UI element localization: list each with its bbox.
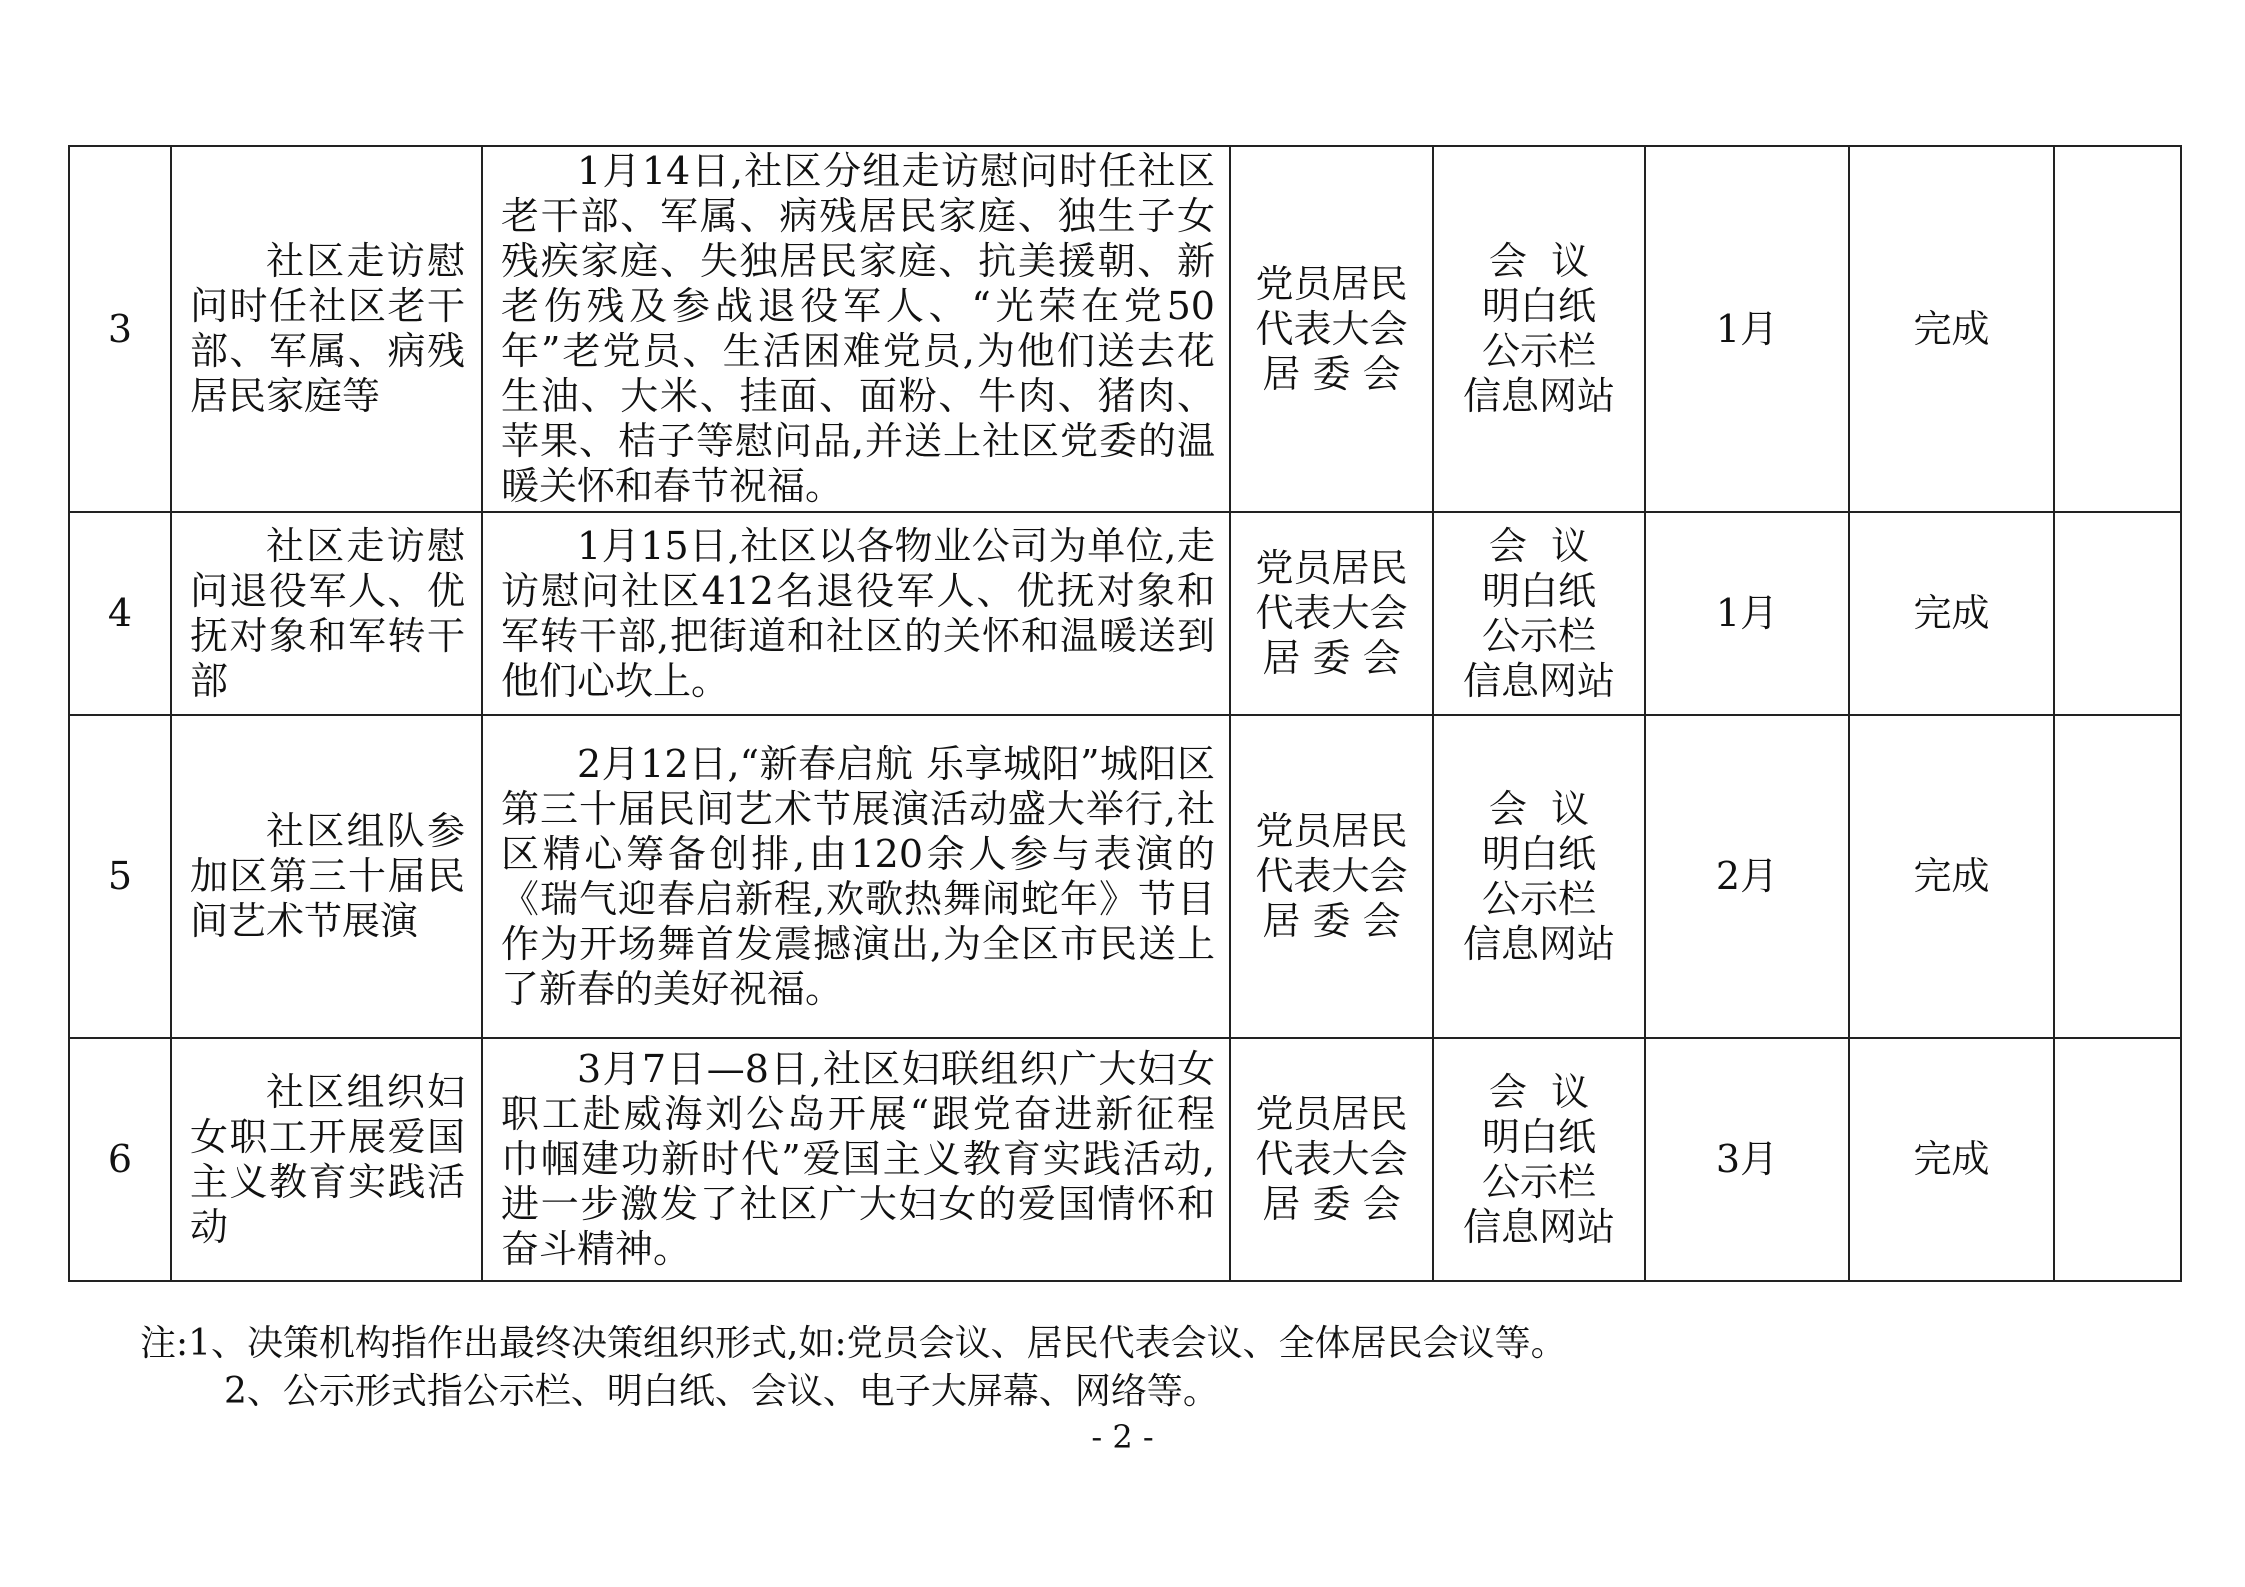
form-line: 公示栏: [1481, 1159, 1596, 1204]
form-line: 会 议: [1488, 239, 1590, 283]
remark-cell: [2054, 715, 2181, 1038]
form-line: 明白纸: [1481, 284, 1596, 328]
table-row: [69, 1038, 2181, 1281]
time-cell: 2月: [1645, 715, 1849, 1038]
row-number: 4: [69, 512, 171, 715]
item-text: 社区组队参加区第三十届民间艺术节展演: [190, 809, 465, 943]
content-text: 1月14日,社区分组走访慰问时任社区老干部、军属、病残居民家庭、独生子女残疾家庭、失独居民家庭、抗美援朝、新老伤残及参战退役军人、“光荣在党50年”老党员、生活困难党员,为他们送去花生油、大米、挂面、面粉、牛肉、猪肉、苹果、桔子等慰问品,并送上社区党委的温暖关怀和春节祝福。: [501, 149, 1215, 508]
content-text: 2月12日,“新春启航 乐享城阳”城阳区第三十届民间艺术节展演活动盛大举行,社区精心筹备创排,由120余人参与表演的《瑞气迎春启新程,欢歌热舞闹蛇年》节目作为开场舞首发震撼演出,为全区市民送上了新春的美好祝福。: [501, 741, 1215, 1011]
form-line: 公示栏: [1481, 613, 1596, 658]
publicity-form-cell: [1433, 512, 1645, 715]
content-cell: [482, 715, 1230, 1038]
time-cell: 1月: [1645, 146, 1849, 512]
table-row: [69, 715, 2181, 1038]
time-cell: 1月: [1645, 512, 1849, 715]
form-line: 信息网站: [1462, 374, 1615, 418]
org-line: 代表大会: [1255, 591, 1408, 635]
note-line-1: 注:1、决策机构指作出最终决策组织形式,如:党员会议、居民代表会议、全体居民会议等。: [140, 1323, 1567, 1364]
org-line: 居 委 会: [1262, 1182, 1401, 1226]
item-text: 社区走访慰问退役军人、优抚对象和军转干部: [190, 523, 465, 703]
org-line: 居 委 会: [1262, 636, 1401, 680]
decision-org-cell: [1230, 1038, 1433, 1281]
form-line: 信息网站: [1462, 921, 1615, 966]
content-text: 3月7日—8日,社区妇联组织广大妇女职工赴威海刘公岛开展“跟党奋进新征程 巾帼建功新时代”爱国主义教育实践活动,进一步激发了社区广大妇女的爱国情怀和奋斗精神。: [501, 1047, 1215, 1271]
form-line: 会 议: [1488, 786, 1590, 831]
remark-cell: [2054, 1038, 2181, 1281]
item-text: 社区走访慰问时任社区老干部、军属、病残居民家庭等: [190, 239, 465, 418]
decision-org-cell: [1230, 146, 1433, 512]
content-cell: [482, 146, 1230, 512]
work-record-table: [68, 145, 2182, 1282]
form-line: 明白纸: [1481, 831, 1596, 876]
form-line: 明白纸: [1481, 1114, 1596, 1159]
publicity-form-cell: [1433, 715, 1645, 1038]
org-line: 代表大会: [1255, 306, 1408, 351]
status-cell: 完成: [1849, 146, 2054, 512]
item-cell: [171, 715, 482, 1038]
item-cell: [171, 512, 482, 715]
page-number: - 2 -: [1091, 1418, 1154, 1456]
status-cell: 完成: [1849, 1038, 2054, 1281]
org-line: 党员居民: [1255, 261, 1408, 306]
status-cell: 完成: [1849, 512, 2054, 715]
form-line: 信息网站: [1462, 658, 1615, 703]
org-line: 党员居民: [1255, 1092, 1408, 1136]
row-number: 5: [69, 715, 171, 1038]
form-line: 公示栏: [1481, 876, 1596, 921]
status-cell: 完成: [1849, 715, 2054, 1038]
item-cell: [171, 146, 482, 512]
org-line: 党员居民: [1255, 546, 1408, 590]
content-cell: [482, 1038, 1230, 1281]
content-text: 1月15日,社区以各物业公司为单位,走访慰问社区412名退役军人、优抚对象和军转干部,把街道和社区的关怀和温暖送到他们心坎上。: [501, 523, 1215, 703]
form-line: 信息网站: [1462, 1204, 1615, 1249]
form-line: 会 议: [1488, 523, 1590, 568]
table-row: [69, 512, 2181, 715]
publicity-form-cell: [1433, 146, 1645, 512]
org-line: 党员居民: [1255, 809, 1408, 853]
item-cell: [171, 1038, 482, 1281]
remark-cell: [2054, 512, 2181, 715]
publicity-form-cell: [1433, 1038, 1645, 1281]
form-line: 会 议: [1488, 1069, 1590, 1114]
note-line-2: 2、公示形式指公示栏、明白纸、会议、电子大屏幕、网络等。: [224, 1371, 1219, 1412]
content-cell: [482, 512, 1230, 715]
org-line: 代表大会: [1255, 1137, 1408, 1181]
row-number: 3: [69, 146, 171, 512]
table-notes: [140, 1320, 1567, 1416]
decision-org-cell: [1230, 512, 1433, 715]
org-line: 代表大会: [1255, 854, 1408, 898]
org-line: 居 委 会: [1262, 351, 1401, 396]
item-text: 社区组织妇女职工开展爱国主义教育实践活动: [190, 1069, 465, 1249]
remark-cell: [2054, 146, 2181, 512]
table-row: [69, 146, 2181, 512]
form-line: 明白纸: [1481, 568, 1596, 613]
form-line: 公示栏: [1481, 329, 1596, 373]
time-cell: 3月: [1645, 1038, 1849, 1281]
org-line: 居 委 会: [1262, 899, 1401, 943]
decision-org-cell: [1230, 715, 1433, 1038]
row-number: 6: [69, 1038, 171, 1281]
